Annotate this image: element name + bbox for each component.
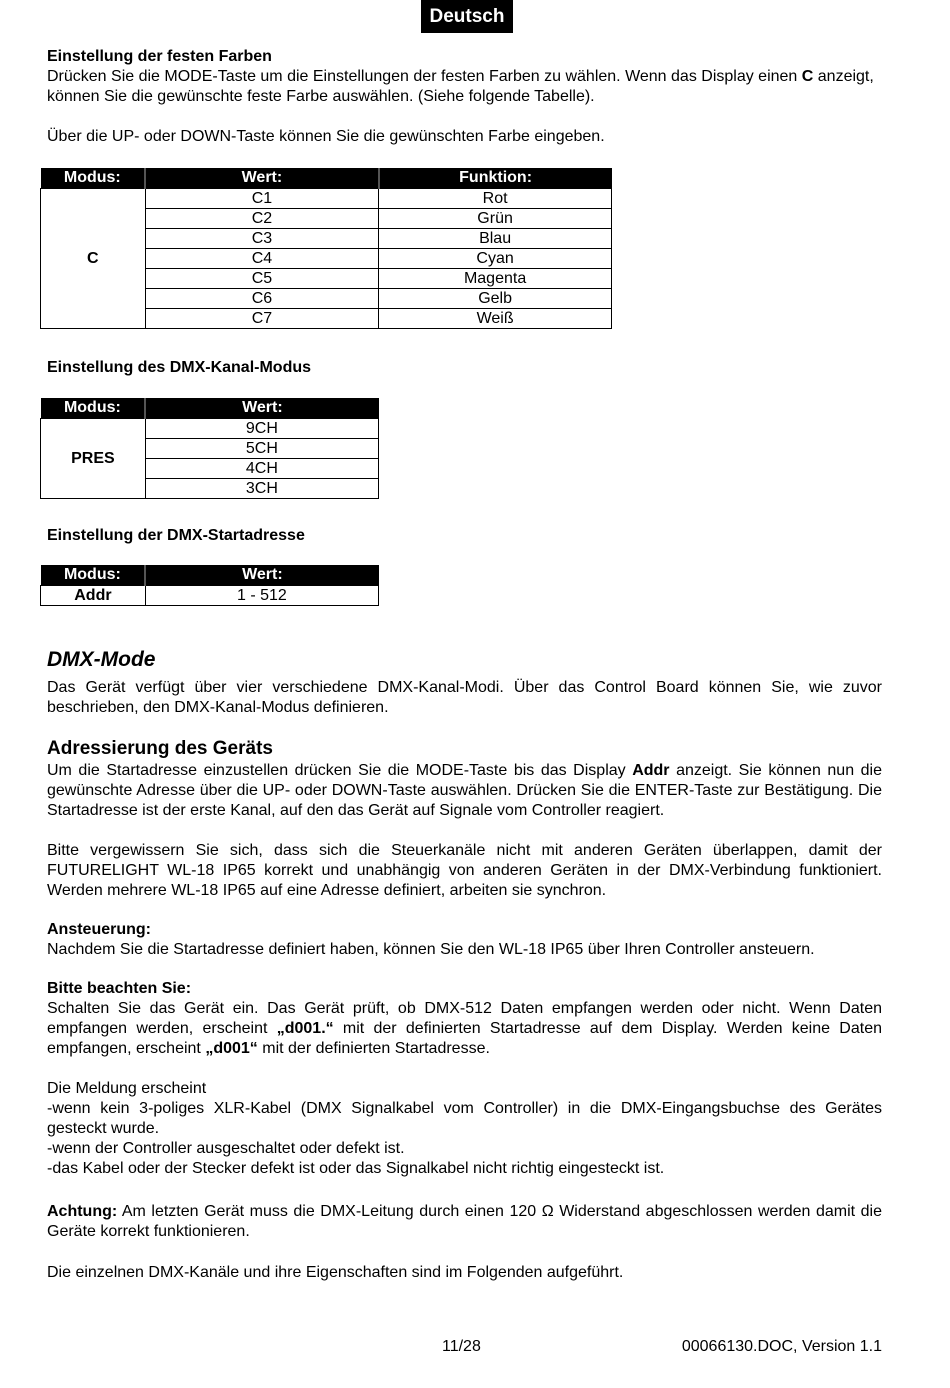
table-header-row — [41, 168, 612, 189]
value-cell: C5 — [145, 269, 379, 289]
column-header: Modus: — [41, 565, 146, 586]
mode-cell: C — [41, 189, 146, 329]
dmx-mode-text: Das Gerät verfügt über vier verschiedene DMX-Kanal-Modi. Über das Control Board können Sie, wie zuvor beschrieben, den DMX-Kanal-Modus definieren. — [47, 679, 882, 716]
fixed-colors-section — [47, 47, 882, 147]
warning-label: Achtung: — [47, 1203, 118, 1220]
column-header: Wert: — [145, 168, 379, 189]
channel-mode-table — [40, 398, 379, 499]
mode-cell: PRES — [41, 419, 146, 499]
addressing-title: Adressierung des Geräts — [47, 738, 273, 759]
control-text: Nachdem Sie die Startadresse definiert haben, können Sie den WL-18 IP65 über Ihren Controller ansteuern. — [47, 941, 815, 958]
start-address-table — [40, 565, 379, 606]
language-badge: Deutsch — [421, 0, 513, 33]
table-row — [41, 189, 612, 209]
warning-paragraph: Achtung: Am letzten Gerät muss die DMX-Leitung durch einen 120 Ω Widerstand abgeschlossen werden damit die Geräte korrekt funktionieren. — [47, 1203, 882, 1240]
note-section — [47, 979, 882, 1179]
function-cell: Rot — [379, 189, 612, 209]
value-cell: 5CH — [145, 439, 378, 459]
note-heading: Bitte beachten Sie: — [47, 980, 192, 997]
value-cell: 3CH — [145, 479, 378, 499]
addressing-paragraph: Um die Startadresse einzustellen drücken Sie die MODE-Taste bis das Display Addr anzeigt. Sie können nun die gewünschte Adresse über die UP- oder DOWN-Taste auswählen. Drücken Sie die ENTER-Taste zur Bestätigung. Die Startadresse ist der erste Kanal, auf den das Gerät auf Signale vom Controller reagiert. — [47, 762, 882, 819]
message-item: -wenn der Controller ausgeschaltet oder defekt ist. — [47, 1140, 405, 1157]
value-cell: 1 - 512 — [145, 586, 378, 606]
function-cell: Weiß — [379, 309, 612, 329]
closing-text: Die einzelnen DMX-Kanäle und ihre Eigenschaften sind im Folgenden aufgeführt. — [47, 1264, 624, 1281]
table-row — [41, 419, 379, 439]
column-header: Funktion: — [379, 168, 612, 189]
mode-cell: Addr — [41, 586, 146, 606]
column-header: Wert: — [145, 565, 378, 586]
fixed-colors-table — [40, 168, 612, 329]
addressing-overlap-paragraph: Bitte vergewissern Sie sich, dass sich die Steuerkanäle nicht mit anderen Geräten überlappen, damit der FUTURELIGHT WL-18 IP65 korrekt und unabhängig von anderen Geräten in der DMX-Verbindung funktioniert. Werden mehrere WL-18 IP65 auf eine Adresse definiert, arbeiten sie synchron. — [47, 842, 882, 899]
document-reference: 00066130.DOC, Version 1.1 — [681, 1338, 882, 1355]
message-intro: Die Meldung erscheint — [47, 1080, 207, 1097]
value-cell: C1 — [145, 189, 379, 209]
dmx-mode-title: DMX-Mode — [47, 648, 156, 671]
table-row — [41, 586, 379, 606]
control-section — [47, 920, 882, 960]
value-cell: C3 — [145, 229, 379, 249]
fixed-colors-paragraph: Drücken Sie die MODE-Taste um die Einstellungen der festen Farben zu wählen. Wenn das Display einen C anzeigt, können Sie die gewünschte feste Farbe auswählen. (Siehe folgende Tabelle). — [47, 68, 874, 105]
control-heading: Ansteuerung: — [47, 921, 151, 938]
page-number: 11/28 — [442, 1338, 481, 1355]
function-cell: Magenta — [379, 269, 612, 289]
addressing-section — [47, 761, 882, 901]
value-cell: 4CH — [145, 459, 378, 479]
value-cell: C6 — [145, 289, 379, 309]
column-header: Modus: — [41, 168, 146, 189]
value-cell: C2 — [145, 209, 379, 229]
function-cell: Gelb — [379, 289, 612, 309]
value-cell: 9CH — [145, 419, 378, 439]
start-address-heading: Einstellung der DMX-Startadresse — [47, 527, 305, 544]
fixed-colors-heading: Einstellung der festen Farben — [47, 48, 272, 65]
column-header: Modus: — [41, 398, 146, 419]
value-cell: C4 — [145, 249, 379, 269]
function-cell: Grün — [379, 209, 612, 229]
column-header: Wert: — [145, 398, 378, 419]
note-paragraph: Schalten Sie das Gerät ein. Das Gerät prüft, ob DMX-512 Daten empfangen werden oder nicht. Wenn Daten empfangen werden, erscheint „d001.“ mit der definierten Startadresse auf dem Display. Werden keine Daten empfangen, erscheint „d001“ mit der definierten Startadresse. — [47, 1000, 882, 1057]
channel-mode-heading: Einstellung des DMX-Kanal-Modus — [47, 359, 312, 376]
message-item: -das Kabel oder der Stecker defekt ist oder das Signalkabel nicht richtig eingesteckt ist. — [47, 1160, 665, 1177]
value-cell: C7 — [145, 309, 379, 329]
fixed-colors-instruction: Über die UP- oder DOWN-Taste können Sie die gewünschten Farbe eingeben. — [47, 128, 605, 145]
function-cell: Blau — [379, 229, 612, 249]
table-header-row — [41, 565, 379, 586]
table-header-row — [41, 398, 379, 419]
message-item: -wenn kein 3-poliges XLR-Kabel (DMX Signalkabel vom Controller) in die DMX-Eingangsbuchse des Gerätes gesteckt wurde. — [47, 1100, 882, 1137]
function-cell: Cyan — [379, 249, 612, 269]
